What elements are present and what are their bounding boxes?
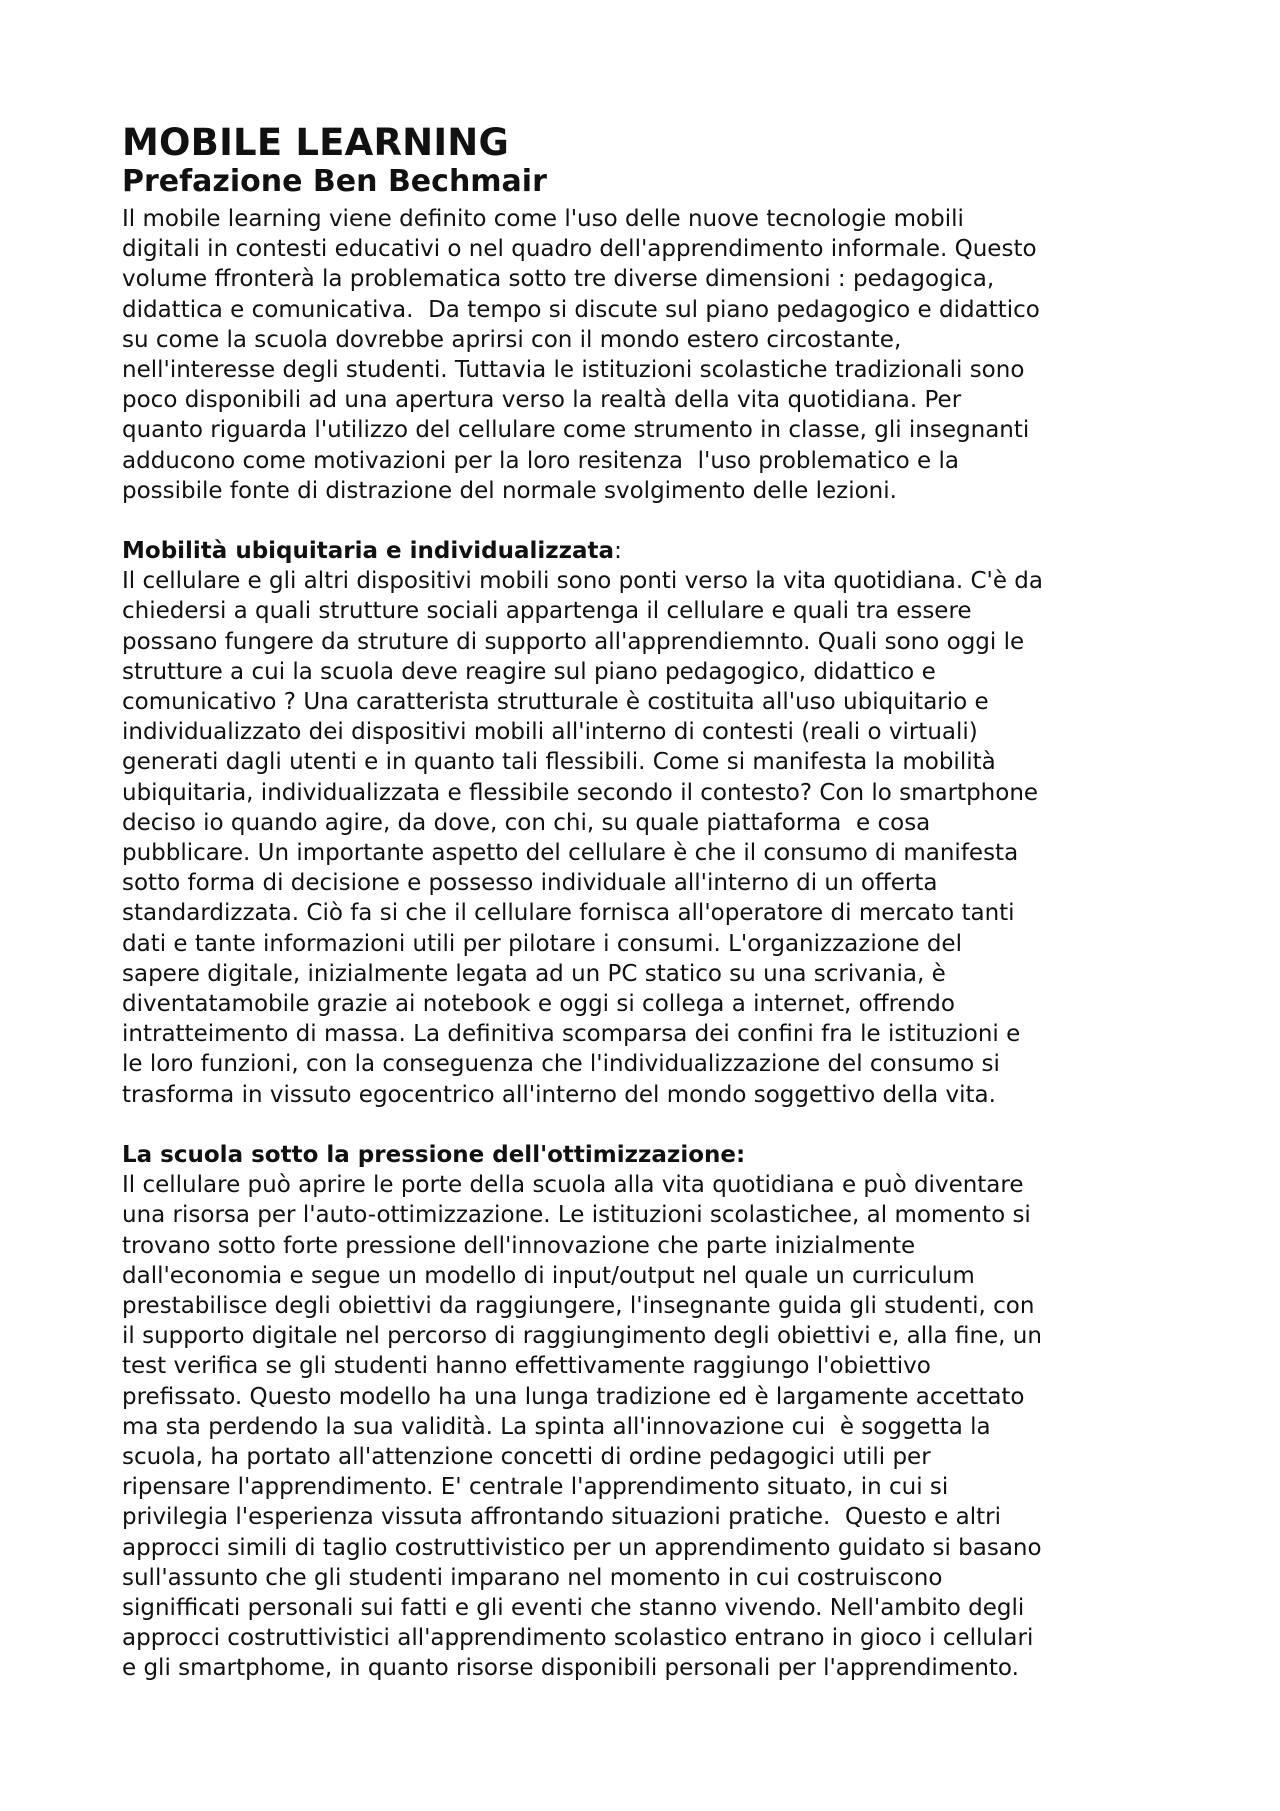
text-line: le loro funzioni, con la conseguenza che l'individualizzazione del consumo si: [122, 1051, 1000, 1078]
text-line: deciso io quando agire, da dove, con chi, su quale piattaforma e cosa: [122, 809, 931, 836]
text-line: quanto riguarda l'utilizzo del cellulare come strumento in classe, gli insegnanti: [122, 417, 1030, 444]
text-line: ripensare l'apprendimento. E' centrale l'apprendimento situato, in cui si: [122, 1474, 949, 1501]
text-line: signifficati personali sui fatti e gli eventi che stanno vivendo. Nell'ambito degli: [122, 1594, 1025, 1621]
text-line: Il cellulare e gli altri dispositivi mobili sono ponti verso la vita quotidiana. C'è da: [122, 568, 1043, 595]
section-heading-text: La scuola sotto la pressione dell'ottimizzazione:: [122, 1141, 746, 1168]
text-line: prefissato. Questo modello ha una lunga tradizione ed è largamente accettato: [122, 1383, 1025, 1410]
text-line: individualizzato dei dispositivi mobili all'interno di contesti (reali o virtuali): [122, 719, 978, 746]
text-line: trasforma in vissuto egocentrico all'interno del mondo soggettivo della vita.: [122, 1081, 996, 1108]
text-line: trovano sotto forte pressione dell'innovazione che parte inizialmente: [122, 1232, 916, 1259]
text-line: diventatamobile grazie ai notebook e oggi si collega a internet, offrendo: [122, 991, 955, 1018]
text-line: Il cellulare può aprire le porte della scuola alla vita quotidiana e può diventare: [122, 1172, 1024, 1199]
text-line: standardizzata. Ciò fa si che il cellulare fornisca all'operatore di mercato tanti: [122, 900, 1015, 927]
text-line: scuola, ha portato all'attenzione concetti di ordine pedagogici utili per: [122, 1443, 931, 1470]
intro-paragraph: [122, 204, 1172, 506]
text-line: e gli smartphome, in quanto risorse disponibili personali per l'apprendimento.: [122, 1655, 1019, 1682]
document-title: MOBILE LEARNING: [122, 121, 510, 164]
text-line: poco disponibili ad una apertura verso la realtà della vita quotidiana. Per: [122, 387, 962, 414]
section-heading-text: Mobilità ubiquitaria e individualizzata: [122, 538, 615, 565]
section-heading-mobilita: [122, 536, 1172, 566]
text-line: dati e tante informazioni utili per pilotare i consumi. L'organizzazione del: [122, 930, 962, 957]
text-line: adducono come motivazioni per la loro resitenza l'uso problematico e la: [122, 447, 959, 474]
text-line: pubblicare. Un importante aspetto del cellulare è che il consumo di manifesta: [122, 840, 1019, 867]
text-line: strutture a cui la scuola deve reagire sul piano pedagogico, didattico e: [122, 658, 936, 685]
text-line: sull'assunto che gli studenti imparano nel momento in cui costruiscono: [122, 1564, 943, 1591]
text-line: possibile fonte di distrazione del normale svolgimento delle lezioni.: [122, 477, 897, 504]
text-line: intratteimento di massa. La definitiva scomparsa dei confini fra le istituzioni e: [122, 1021, 1021, 1048]
section-paragraph-mobilita: [122, 566, 1172, 1110]
text-line: sapere digitale, inizialmente legata ad un PC statico su una scrivania, è: [122, 960, 946, 987]
section-heading-scuola: [122, 1140, 1172, 1170]
text-line: test verifica se gli studenti hanno effettivamente raggiungo l'obiettivo: [122, 1353, 931, 1380]
text-line: ubiquitaria, individualizzata e flessibile secondo il contesto? Con lo smartphone: [122, 779, 1039, 806]
text-line: il supporto digitale nel percorso di raggiungimento degli obiettivi e, alla fine, un: [122, 1323, 1042, 1350]
text-line: sotto forma di decisione e possesso individuale all'interno di un offerta: [122, 870, 938, 897]
text-line: dall'economia e segue un modello di input/output nel quale un curriculum: [122, 1262, 975, 1289]
text-line: ma sta perdendo la sua validità. La spinta all'innovazione cui è soggetta la: [122, 1413, 991, 1440]
text-line: comunicativo ? Una caratterista strutturale è costituita all'uso ubiquitario e: [122, 689, 989, 716]
text-line: generati dagli utenti e in quanto tali flessibili. Come si manifesta la mobilità: [122, 749, 996, 776]
section-heading-colon: :: [614, 538, 622, 565]
text-line: privilegia l'esperienza vissuta affrontando situazioni pratiche. Questo e altri: [122, 1504, 1001, 1531]
text-line: prestabilisce degli obiettivi da raggiungere, l'insegnante guida gli studenti, con: [122, 1292, 1035, 1319]
text-line: una risorsa per l'auto-ottimizzazione. Le istituzioni scolastichee, al momento si: [122, 1202, 1031, 1229]
text-line: su come la scuola dovrebbe aprirsi con il mondo estero circostante,: [122, 326, 902, 353]
text-line: Il mobile learning viene definito come l'uso delle nuove tecnologie mobili: [122, 206, 964, 232]
text-line: nell'interesse degli studenti. Tuttavia le istituzioni scolastiche tradizionali sono: [122, 357, 1025, 384]
section-paragraph-scuola: [122, 1170, 1172, 1683]
text-line: digitali in contesti educativi o nel quadro dell'apprendimento informale. Questo: [122, 236, 1037, 263]
document-subtitle: Prefazione Ben Bechmair: [122, 164, 547, 199]
text-line: approcci costruttivistici all'apprendimento scolastico entrano in gioco i cellulari: [122, 1625, 1034, 1652]
text-line: didattica e comunicativa. Da tempo si discute sul piano pedagogico e didattico: [122, 296, 1040, 323]
text-line: possano fungere da struture di supporto all'apprendiemnto. Quali sono oggi le: [122, 628, 1025, 655]
document-page: [122, 122, 1172, 1684]
text-line: approcci simili di taglio costruttivistico per un apprendimento guidato si basano: [122, 1534, 1042, 1561]
text-line: chiedersi a quali strutture sociali appartenga il cellulare e quali tra essere: [122, 598, 972, 625]
text-line: volume ffronterà la problematica sotto tre diverse dimensioni : pedagogica,: [122, 266, 995, 293]
